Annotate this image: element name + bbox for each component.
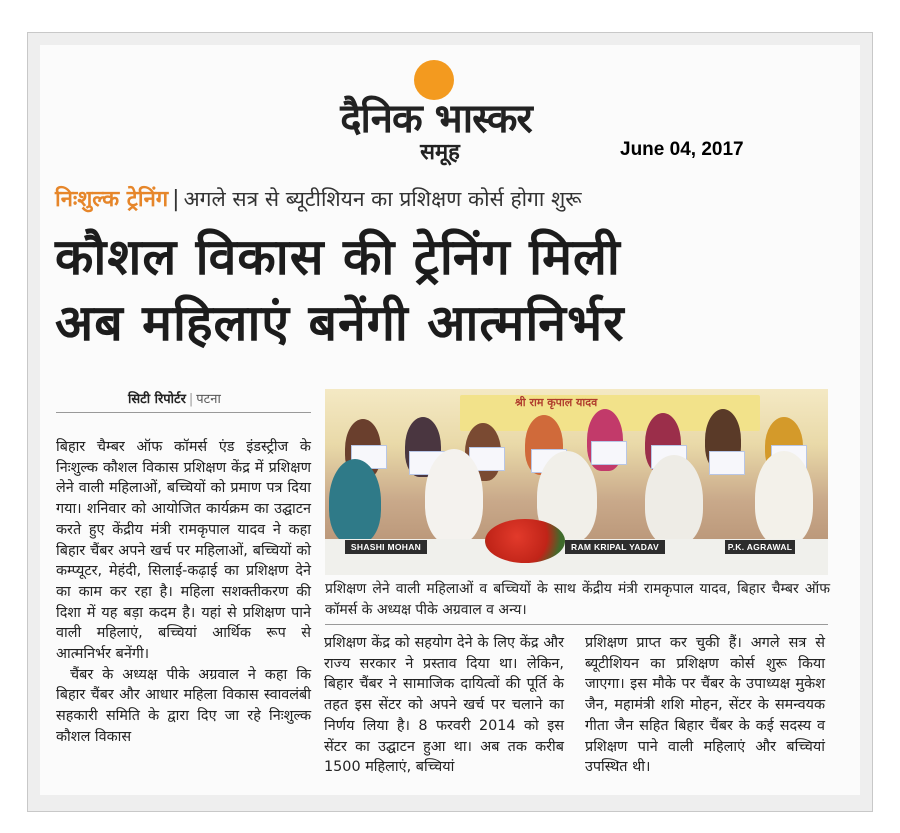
- article-paragraph: चैंबर के अध्यक्ष पीके अग्रवाल ने कहा कि बिहार चैंबर और आधार महिला विकास स्वावलंबी सहकारी समिति के द्वारा दिए जा रहे निःशुल्क कौशल विकास: [56, 666, 311, 745]
- photo-person: [329, 459, 381, 544]
- photo-person: [645, 455, 703, 545]
- article-paragraph: प्रशिक्षण प्राप्त कर चुकी हैं। अगले सत्र से ब्यूटीशियन का प्रशिक्षण कोर्स शुरू किया जाएगा। इस मौके पर चैंबर के उपाध्यक्ष मुकेश जैन, महामंत्री शशि मोहन, सेंटर के समन्वयक गीता जैन सहित बिहार चैंबर के कई सदस्य व प्रशिक्षण पाने वाली महिलाएं और बच्चियां उपस्थित थी।: [585, 635, 825, 776]
- article-column-2: [324, 633, 564, 778]
- kicker-separator: |: [172, 187, 180, 212]
- kicker-text: अगले सत्र से ब्यूटीशियन का प्रशिक्षण कोर्स होगा शुरू: [183, 187, 582, 211]
- news-photo: [325, 389, 828, 575]
- kicker-row: [55, 183, 815, 215]
- masthead-title: दैनिक भास्कर: [340, 96, 532, 142]
- article-column-1: [56, 437, 311, 748]
- nameplate: P.K. AGRAWAL: [725, 540, 795, 554]
- article-paragraph: प्रशिक्षण केंद्र को सहयोग देने के लिए केंद्र और राज्य सरकार ने प्रस्ताव दिया था। लेकिन, बिहार चैंबर ने सामाजिक दायित्वों की पूर्ति के तहत इस सेंटर को अपने खर्च पर चलाने का निर्णय लिया है। 8 फरवरी 2014 को इस सेंटर का उद्घाटन हुआ था। अब तक करीब 1500 महिलाएं, बच्चियां: [324, 635, 564, 776]
- masthead-subtitle: समूह: [420, 140, 460, 165]
- headline: [55, 224, 825, 356]
- nameplate: RAM KRIPAL YADAV: [565, 540, 665, 554]
- byline-reporter: सिटी रिपोर्टर: [128, 392, 186, 407]
- caption-rule: [325, 624, 828, 625]
- flower-bouquet: [485, 519, 565, 563]
- byline: [128, 389, 221, 407]
- photo-person: [755, 451, 813, 545]
- nameplate: SHASHI MOHAN: [345, 540, 427, 554]
- article-column-3: [585, 633, 825, 778]
- headline-line-2: अब महिलाएं बनेंगी आत्मनिर्भर: [55, 294, 625, 352]
- kicker-label: निःशुल्क ट्रेनिंग: [55, 187, 169, 212]
- publication-date: June 04, 2017: [620, 139, 744, 160]
- photo-banner-text: श्री राम कृपाल यादव: [515, 396, 598, 409]
- photo-caption: प्रशिक्षण लेने वाली महिलाओं व बच्चियों के साथ केंद्रीय मंत्री रामकृपाल यादव, बिहार चैम्बर ऑफ कॉमर्स के अध्यक्ष पीके अग्रवाल व अन्य।: [325, 581, 830, 618]
- byline-separator: |: [188, 392, 194, 407]
- byline-city: पटना: [196, 392, 221, 407]
- byline-rule: [56, 412, 311, 413]
- photo-person: [425, 449, 483, 544]
- certificate: [709, 451, 745, 475]
- headline-line-1: कौशल विकास की ट्रेनिंग मिली: [55, 228, 621, 286]
- sun-logo-icon: [414, 60, 454, 100]
- article-paragraph: बिहार चैम्बर ऑफ कॉमर्स एंड इंडस्ट्रीज के निःशुल्क कौशल विकास प्रशिक्षण केंद्र में प्रशिक्षण लेने वाली महिलाओं, बच्चियों को प्रमाण पत्र दिया गया। शनिवार को आयोजित कार्यक्रम का उद्घाटन करते हुए केंद्रीय मंत्री रामकृपाल यादव ने कहा बिहार चैंबर अपने खर्च पर महिलाओं, बच्चियों को कम्प्यूटर, मेहंदी, सिलाई-कढ़ाई का प्रशिक्षण देने का काम कर रहा है। महिला सशक्तीकरण की दिशा में यह बड़ा कदम है। यहां से प्रशिक्षण पाने वाली महिलाएं, बच्चियां आर्थिक रूप से आत्मनिर्भर बनेंगी।: [56, 439, 311, 663]
- certificate: [591, 441, 627, 465]
